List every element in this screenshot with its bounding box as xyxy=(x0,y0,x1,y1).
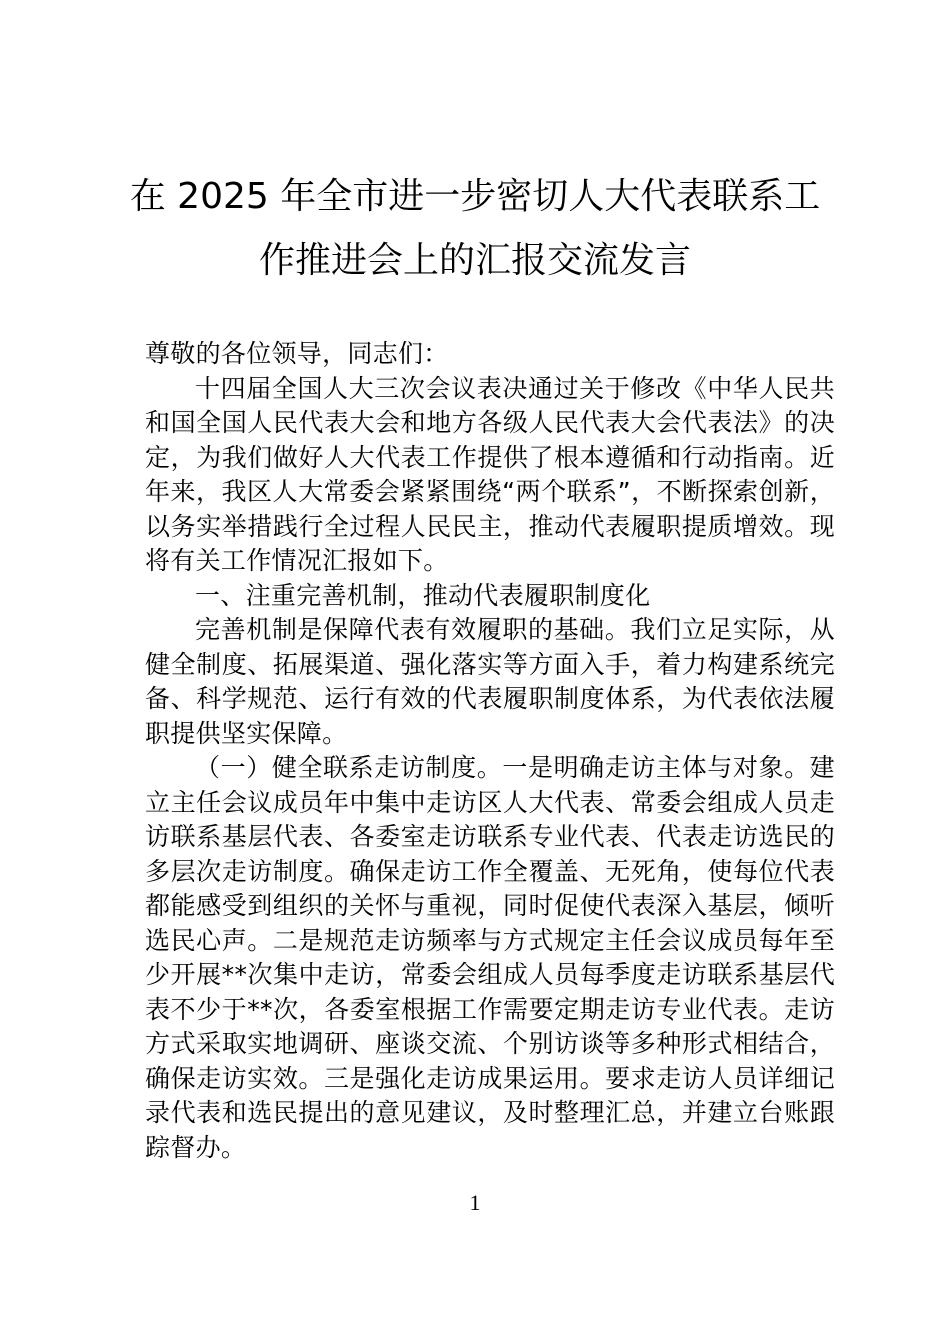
section-intro-paragraph: 完善机制是保障代表有效履职的基础。我们立足实际，从健全制度、拓展渠道、强化落实等方面入手，着力构建系统完备、科学规范、运行有效的代表履职制度体系，为代表依法履职提供坚实保障。 xyxy=(145,615,835,748)
salutation: 尊敬的各位领导，同志们： xyxy=(145,339,449,368)
page-number: 1 xyxy=(469,1190,481,1215)
document-title xyxy=(110,165,840,293)
title-line-2: 作推进会上的汇报交流发言 xyxy=(258,240,691,281)
section-heading: 一、注重完善机制，推动代表履职制度化 xyxy=(195,580,651,610)
document-body xyxy=(145,337,835,1165)
intro-paragraph: 十四届全国人大三次会议表决通过关于修改《中华人民共和国全国人民代表大会和地方各级人民代表大会代表法》的决定，为我们做好人大代表工作提供了根本遵循和行动指南。近年来，我区人大常委会紧紧围绕“两个联系”，不断探索创新，以务实举措践行全过程人民民主，推动代表履职提质增效。现将有关工作情况汇报如下。 xyxy=(145,373,835,575)
title-line-1: 在 2025 年全市进一步密切人大代表联系工 xyxy=(129,176,821,217)
subsection-paragraph: （一）健全联系走访制度。一是明确走访主体与对象。建立主任会议成员年中集中走访区人大代表、常委会组成人员走访联系基层代表、各委室走访联系专业代表、代表走访选民的多层次走访制度。确保走访工作全覆盖、无死角，使每位代表都能感受到组织的关怀与重视，同时促使代表深入基层，倾听选民心声。二是规范走访频率与方式规定主任会议成员每年至少开展**次集中走访，常委会组成人员每季度走访联系基层代表不少于**次，各委室根据工作需要定期走访专业代表。走访方式采取实地调研、座谈交流、个别访谈等多种形式相结合，确保走访实效。三是强化走访成果运用。要求走访人员详细记录代表和选民提出的意见建议，及时整理汇总，并建立台账跟踪督办。 xyxy=(145,753,835,1162)
